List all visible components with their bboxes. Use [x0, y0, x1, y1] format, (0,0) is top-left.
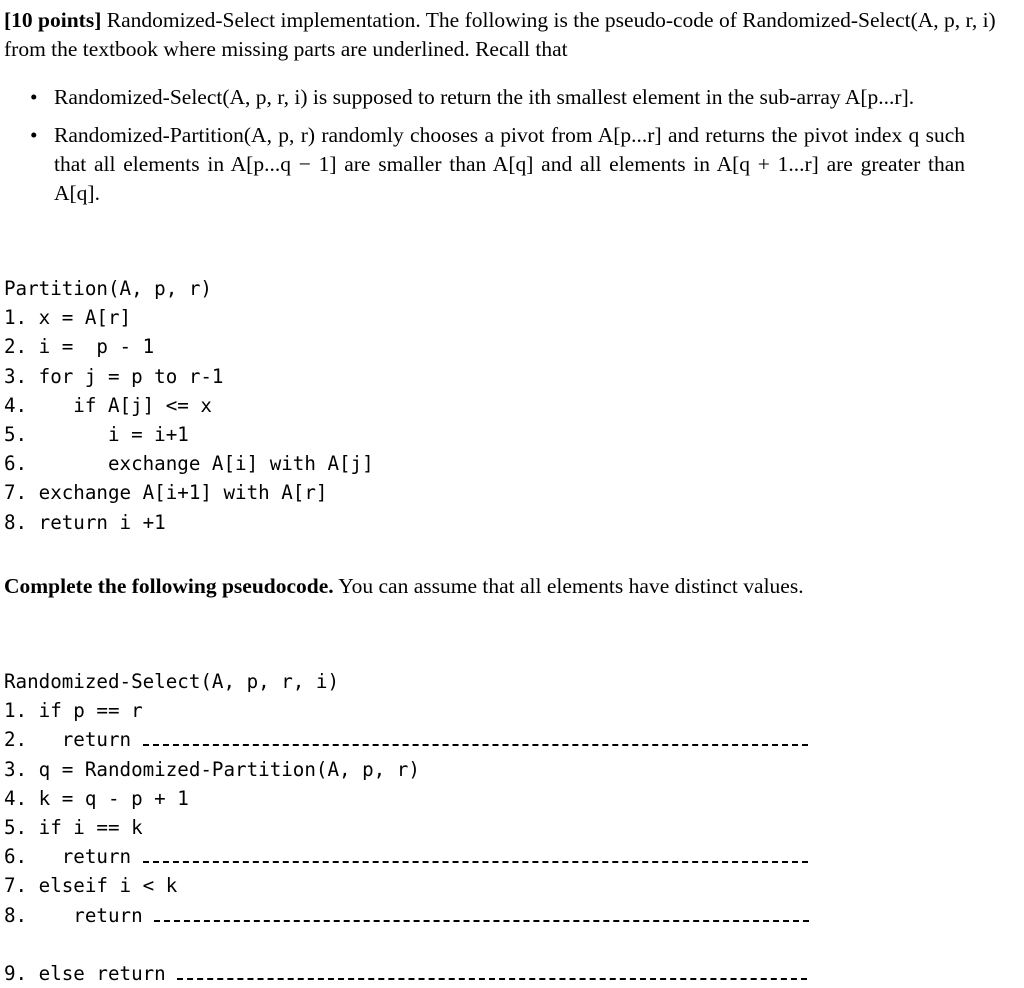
bullet-icon: • [30, 85, 38, 109]
code-line: 8. return [4, 901, 809, 930]
answer-blank-4[interactable] [177, 964, 807, 980]
code-line: 2. i = p - 1 [4, 335, 155, 359]
list-item [30, 121, 965, 208]
bullet-text: Randomized-Partition(A, p, r) randomly chooses a pivot from A[p...r] and returns the pivot index q such that all elements in A[p...q − 1] are smaller than A[q] and all elements in A[q + 1...r] are greater than A[q]. [54, 123, 965, 205]
task-lead: Complete the following pseudocode. [4, 574, 334, 598]
task-rest: You can assume that all elements have distinct values. [333, 574, 804, 598]
answer-blank-3[interactable] [154, 906, 809, 922]
answer-blank-1[interactable] [143, 730, 808, 746]
answer-blank-2[interactable] [143, 847, 808, 863]
list-item [30, 83, 965, 112]
code-line: 3. for j = p to r-1 [4, 364, 224, 388]
bullet-text: Randomized-Select(A, p, r, i) is supposed to return the ith smallest element in the sub-array A[p...r]. [54, 85, 915, 109]
code-line: 1. x = A[r] [4, 306, 132, 330]
code-line: 4. k = q - p + 1 [4, 786, 189, 810]
code-line: 1. if p == r [4, 699, 143, 723]
partition-code-block [4, 274, 374, 537]
points-label: [10 points] [4, 8, 102, 32]
code-line: 7. elseif i < k [4, 874, 178, 898]
intro-text: Randomized-Select implementation. The following is the pseudo-code of Randomized-Select(A, p, r, i) from the textbook where missing parts are underlined. Recall that [4, 8, 996, 61]
code-line: 6. return [4, 842, 809, 871]
task-instruction [4, 572, 1004, 601]
code-line: 3. q = Randomized-Partition(A, p, r) [4, 757, 420, 781]
select-code-block [4, 667, 809, 988]
code-line: 6. exchange A[i] with A[j] [4, 452, 374, 476]
recall-list [30, 83, 965, 217]
code-line: 5. if i == k [4, 815, 143, 839]
code-line [4, 930, 809, 959]
code-line: 7. exchange A[i+1] with A[r] [4, 481, 328, 505]
code-line: 8. return i +1 [4, 510, 166, 534]
code-line: Partition(A, p, r) [4, 277, 212, 300]
code-line: 9. else return [4, 959, 809, 988]
code-line: 4. if A[j] <= x [4, 393, 212, 417]
code-line: 2. return [4, 725, 809, 754]
code-line: 5. i = i+1 [4, 422, 189, 446]
problem-statement [4, 6, 1004, 64]
bullet-icon: • [30, 123, 38, 147]
code-line: Randomized-Select(A, p, r, i) [4, 670, 340, 693]
